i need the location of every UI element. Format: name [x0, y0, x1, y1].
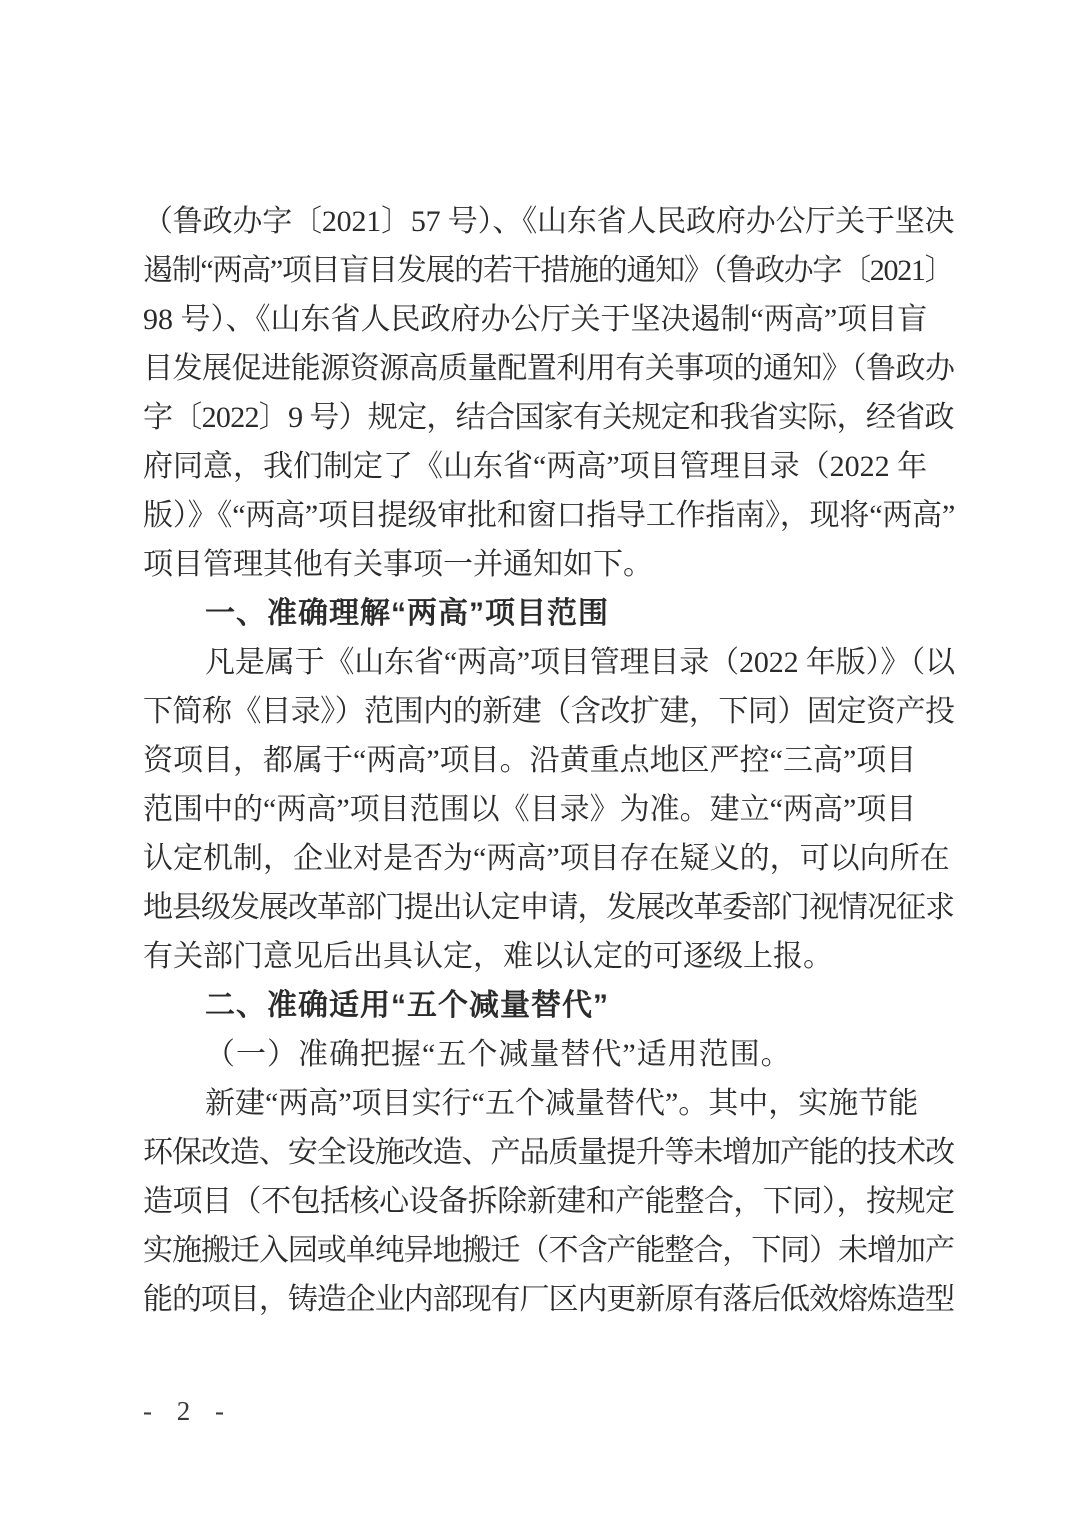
text-line: 认定机制，企业对是否为“两高”项目存在疑义的，可以向所在: [143, 842, 950, 875]
text-line: 有关部门意见后出具认定，难以认定的可逐级上报。: [143, 940, 833, 973]
page-number: - 2 -: [143, 1396, 233, 1426]
text-line: 造项目（不包括核心设备拆除新建和产能整合，下同），按规定: [143, 1185, 955, 1218]
text-line: 范围中的“两高”项目范围以《目录》为准。建立“两高”项目: [143, 793, 917, 826]
text-line: 新建“两高”项目实行“五个减量替代”。其中，实施节能: [205, 1087, 919, 1120]
text-line: 字〔2022〕9 号）规定，结合国家有关规定和我省实际，经省政: [143, 401, 954, 434]
document-body: [143, 197, 955, 1324]
text-line: 下简称《目录》）范围内的新建（含改扩建，下同）固定资产投: [143, 695, 955, 728]
text-line: 遏制“两高”项目盲目发展的若干措施的通知》（鲁政办字〔2021〕: [143, 254, 954, 287]
text-line: 目发展促进能源资源高质量配置利用有关事项的通知》（鲁政办: [143, 352, 955, 385]
text-line: 环保改造、安全设施改造、产品质量提升等未增加产能的技术改: [143, 1136, 954, 1169]
section-heading: （一）准确把握“五个减量替代”适用范围。: [205, 1038, 792, 1071]
text-line: （鲁政办字〔2021〕57 号）、《山东省人民政府办公厅关于坚决: [143, 205, 955, 238]
text-line: 实施搬迁入园或单纯异地搬迁（不含产能整合，下同）未增加产: [143, 1234, 954, 1267]
text-line: 项目管理其他有关事项一并通知如下。: [143, 548, 653, 581]
text-line: 地县级发展改革部门提出认定申请，发展改革委部门视情况征求: [143, 891, 954, 924]
text-line: 府同意，我们制定了《山东省“两高”项目管理目录（2022 年: [143, 450, 928, 483]
text-line: 能的项目，铸造企业内部现有厂区内更新原有落后低效熔炼造型: [143, 1283, 954, 1316]
text-line: 凡是属于《山东省“两高”项目管理目录（2022 年版）》（以: [205, 646, 955, 679]
section-heading: 一、准确理解“两高”项目范围: [205, 597, 609, 630]
section-heading: 二、准确适用“五个减量替代”: [205, 989, 609, 1022]
text-line: 版）》《“两高”项目提级审批和窗口指导工作指南》，现将“两高”: [143, 499, 956, 532]
text-line: 资项目，都属于“两高”项目。沿黄重点地区严控“三高”项目: [143, 744, 917, 777]
text-line: 98 号）、《山东省人民政府办公厅关于坚决遏制“两高”项目盲: [143, 303, 928, 336]
